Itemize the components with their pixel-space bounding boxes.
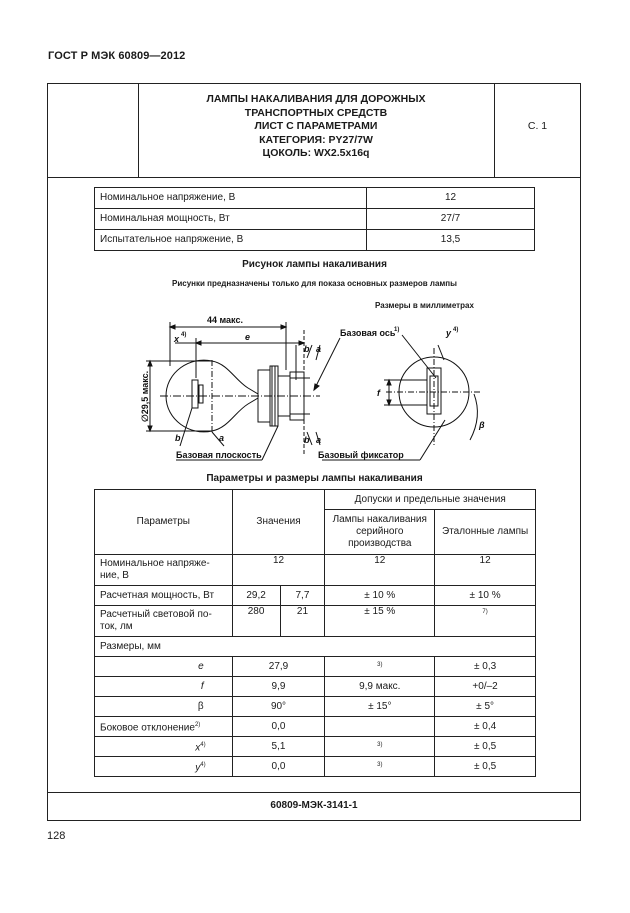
table-row — [95, 697, 536, 717]
param-label: f — [95, 677, 233, 697]
label-beta: β — [479, 420, 485, 430]
param-label-note: 2) — [194, 721, 201, 728]
param-value: 7,7 — [280, 586, 325, 606]
label-max-length: 44 макс. — [207, 315, 243, 325]
title-line-1: ЛАМПЫ НАКАЛИВАНИЯ ДЛЯ ДОРОЖНЫХ — [206, 93, 426, 105]
table-row — [95, 586, 536, 606]
label-a-bottom: a — [316, 435, 322, 445]
figure-note: Рисунки предназначены только для показа основных размеров лампы — [172, 279, 457, 288]
table-row — [95, 737, 536, 757]
param-reference: +0/–2 — [435, 677, 536, 697]
page-number: 128 — [47, 830, 66, 842]
table-row — [95, 757, 536, 777]
label-y-sup: 4) — [453, 327, 459, 333]
param-reference: 12 — [435, 555, 536, 586]
param-label-note: 4) — [200, 741, 206, 748]
label-b-left: b — [175, 433, 181, 443]
param-label: Боковое отклонение — [100, 722, 195, 734]
header-params: Параметры — [95, 490, 233, 555]
table-row — [95, 657, 536, 677]
standard-header: ГОСТ Р МЭК 60809—2012 — [48, 50, 186, 62]
label-base-axis: Базовая ось — [340, 328, 396, 338]
param-label: Расчетный световой по-ток, лм — [95, 606, 233, 637]
param-reference: ± 0,3 — [435, 657, 536, 677]
header-reference: Эталонные лампы — [435, 510, 536, 555]
summary-value: 13,5 — [367, 230, 535, 251]
param-serial-note: 3) — [377, 761, 383, 768]
title-line-5: ЦОКОЛЬ: WX2.5x16q — [262, 147, 370, 159]
summary-label: Номинальное напряжение, В — [95, 188, 367, 209]
label-e: e — [245, 332, 251, 342]
table-row — [95, 555, 536, 586]
param-serial: 12 — [325, 555, 435, 586]
units-note: Размеры в миллиметрах — [375, 301, 474, 310]
param-reference: ± 0,4 — [435, 717, 536, 737]
label-diameter: ∅29,5 макс. — [140, 370, 150, 422]
summary-value: 12 — [367, 188, 535, 209]
param-label: y — [195, 762, 201, 774]
param-reference-note: 7) — [482, 609, 488, 615]
param-serial: ± 10 % — [325, 586, 435, 606]
param-value: 0,0 — [232, 717, 325, 737]
header-tolerances: Допуски и предельные значения — [325, 490, 536, 510]
table-row — [95, 717, 536, 737]
param-serial: ± 15 % — [325, 606, 435, 637]
table-row — [95, 606, 536, 637]
param-label: x — [195, 742, 201, 754]
param-serial-note: 3) — [377, 741, 383, 748]
dims-section-label: Размеры, мм — [95, 637, 536, 657]
param-label: Расчетная мощность, Вт — [95, 586, 233, 606]
param-label: e — [95, 657, 233, 677]
param-value: 90° — [232, 697, 325, 717]
summary-label: Испытательное напряжение, В — [95, 230, 367, 251]
param-value: 280 — [232, 606, 280, 637]
param-label: β — [95, 697, 233, 717]
header-values: Значения — [232, 490, 325, 555]
figure-title: Рисунок лампы накаливания — [242, 259, 387, 270]
param-reference: ± 0,5 — [435, 737, 536, 757]
label-base-plane: Базовая плоскость — [176, 450, 262, 460]
param-serial: ± 15° — [325, 697, 435, 717]
param-serial-note: 3) — [377, 661, 383, 668]
label-a-top: a — [316, 344, 322, 354]
title-line-3: ЛИСТ С ПАРАМЕТРАМИ — [254, 120, 378, 132]
params-table — [94, 489, 536, 777]
label-x: x — [174, 334, 180, 344]
param-reference: ± 5° — [435, 697, 536, 717]
param-value: 5,1 — [232, 737, 325, 757]
label-a-left: a — [219, 433, 225, 443]
label-x-sup: 4) — [181, 332, 187, 338]
param-label: Номинальное напряже-ние, В — [95, 555, 233, 586]
param-value: 9,9 — [232, 677, 325, 697]
label-b-bottom: b — [304, 435, 310, 445]
param-value: 12 — [232, 555, 325, 586]
param-reference: ± 0,5 — [435, 757, 536, 777]
param-value: 0,0 — [232, 757, 325, 777]
summary-value: 27/7 — [367, 209, 535, 230]
table-row — [95, 677, 536, 697]
label-base-key: Базовый фиксатор — [318, 450, 404, 460]
sheet-number: С. 1 — [527, 120, 548, 132]
param-reference: ± 10 % — [435, 586, 536, 606]
label-f: f — [377, 388, 380, 398]
table-row — [95, 637, 536, 657]
sheet-code: 60809-МЭК-3141-1 — [270, 800, 358, 811]
table-row — [95, 490, 536, 510]
title-line-2: ТРАНСПОРТНЫХ СРЕДСТВ — [244, 106, 388, 119]
param-label-note: 4) — [200, 761, 206, 768]
param-value: 27,9 — [232, 657, 325, 677]
label-b-top: b — [304, 344, 310, 354]
title-line-4: КАТЕГОРИЯ: PY27/7W — [259, 133, 373, 146]
param-value: 29,2 — [232, 586, 280, 606]
header-serial: Лампы накаливания серийного производства — [325, 510, 435, 555]
label-y: y — [446, 328, 452, 338]
label-base-axis-sup: 1) — [394, 327, 400, 333]
summary-label: Номинальная мощность, Вт — [95, 209, 367, 230]
param-value: 21 — [280, 606, 325, 637]
param-serial: 9,9 макс. — [325, 677, 435, 697]
params-table-title: Параметры и размеры лампы накаливания — [206, 473, 423, 484]
